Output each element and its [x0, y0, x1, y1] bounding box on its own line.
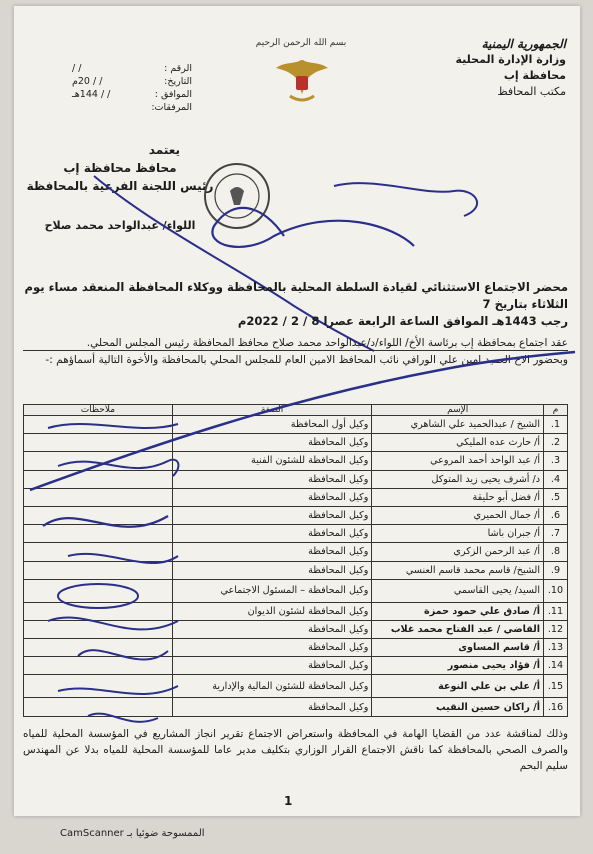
table-row — [24, 561, 568, 579]
attendee-name: أ/ عبد الرحمن الزكري — [372, 543, 544, 561]
attendee-name: أ/ صادق علي حمود حمزة — [372, 602, 544, 620]
attendee-role: وكيل المحافظة — [172, 488, 372, 506]
attendee-name: أ/ حارث عده المليكي — [372, 434, 544, 452]
table-row — [24, 506, 568, 524]
attendee-name: أ/ فضل أبو حليقة — [372, 488, 544, 506]
official-stamp-icon — [202, 161, 272, 231]
table-row — [24, 434, 568, 452]
table-row — [24, 602, 568, 620]
attendee-signature-cell — [24, 639, 173, 657]
attendee-name: أ/ علي بن علي النوعة — [372, 675, 544, 698]
attendee-role: وكيل المحافظة — [172, 639, 372, 657]
attendee-signature-cell — [24, 488, 173, 506]
date-value: / / 20م — [72, 76, 103, 87]
ref-value: / / — [72, 63, 82, 74]
page-number: 1 — [284, 794, 293, 808]
table-row — [24, 452, 568, 470]
attendee-name: أ/ قاسم المساوى — [372, 639, 544, 657]
yemen-eagle-emblem-icon — [272, 54, 332, 106]
table-row — [24, 675, 568, 698]
attendee-role: وكيل المحافظة لشئون الديوان — [172, 602, 372, 620]
intro-paragraph-1: عقد اجتماع بمحافظة إب برئاسة الأخ/ اللواء/د/عبدالواحد محمد صلاح محافظ المحافظة رئيس المجلس المحلي. — [23, 336, 568, 351]
office-name: مكتب المحافظ — [497, 85, 566, 98]
attendee-name: القاضي / عبد الفتاح محمد غلاب — [372, 620, 544, 638]
table-row — [24, 488, 568, 506]
row-number: 5. — [544, 488, 568, 506]
attendee-role: وكيل المحافظة — [172, 434, 372, 452]
attendee-role: وكيل المحافظة — [172, 506, 372, 524]
row-number: 3. — [544, 452, 568, 470]
governorate-name: محافظة إب — [503, 69, 566, 82]
attendee-signature-cell — [24, 543, 173, 561]
attendee-signature-cell — [24, 602, 173, 620]
approval-block — [20, 141, 220, 235]
row-number: 2. — [544, 434, 568, 452]
table-row — [24, 620, 568, 638]
attendee-signature-cell — [24, 579, 173, 602]
row-number: 13. — [544, 639, 568, 657]
attendee-name: أ/ عبد الواحد أحمد المروعي — [372, 452, 544, 470]
table-row — [24, 416, 568, 434]
approver-committee: رئيس اللجنة الفرعية بالمحافظة — [26, 179, 214, 193]
attendee-signature-cell — [24, 657, 173, 675]
attendee-role: وكيل المحافظة — [172, 470, 372, 488]
header-notes: ملاحظات — [24, 405, 173, 416]
attendee-role: وكيل المحافظة للشئون المالية والإدارية — [172, 675, 372, 698]
hijri-value: / / 144هـ — [72, 89, 111, 100]
row-number: 8. — [544, 543, 568, 561]
intro-text — [23, 336, 568, 369]
row-number: 12. — [544, 620, 568, 638]
intro-paragraph-2: وبحضور الاخ العميد امين علي الورافي نائب المحافظ الامين العام للمجلس المحلي بالمحافظة والأخوة التالية أسماؤهم :- — [45, 354, 568, 366]
table-header-row — [24, 405, 568, 416]
minutes-title — [23, 279, 568, 330]
hijri-label: الموافق : — [154, 89, 192, 100]
letterhead-left — [72, 62, 192, 114]
attendee-signature-cell — [24, 620, 173, 638]
row-number: 1. — [544, 416, 568, 434]
attendee-signature-cell — [24, 525, 173, 543]
attendee-name: أ/ فؤاد يحيى منصور — [372, 657, 544, 675]
approval-heading: يعتمد — [148, 143, 180, 157]
attendee-role: وكيل المحافظة للشئون الفنية — [172, 452, 372, 470]
attendee-name: الشيخ/ قاسم محمد قاسم العنسي — [372, 561, 544, 579]
ministry-name: وزارة الإدارة المحلية — [455, 53, 566, 66]
attendee-name: أ/ راكان حسين النقيب — [372, 698, 544, 716]
attendee-name: الشيخ / عبدالحميد علي الشاهري — [372, 416, 544, 434]
attendee-role: وكيل المحافظة — [172, 543, 372, 561]
table-row — [24, 470, 568, 488]
attendee-name: أ/ جمال الحميري — [372, 506, 544, 524]
attendee-signature-cell — [24, 434, 173, 452]
attendee-role: وكيل المحافظة — [172, 561, 372, 579]
title-line-1: محضر الاجتماع الاستثنائي لقيادة السلطة المحلية بالمحافظة ووكلاء المحافظة المنعقد مساء يوم الثلاثاء بتاريخ 7 — [24, 280, 568, 311]
basmala: بسم الله الرحمن الرحيم — [255, 38, 347, 48]
row-number: 15. — [544, 675, 568, 698]
attachments-label: المرفقات: — [151, 102, 192, 113]
row-number: 6. — [544, 506, 568, 524]
republic-name: الجمهورية اليمنية — [481, 37, 566, 51]
ref-label: الرقم : — [164, 63, 192, 74]
table-row — [24, 639, 568, 657]
attendee-role: وكيل المحافظة — [172, 525, 372, 543]
row-number: 7. — [544, 525, 568, 543]
row-number: 16. — [544, 698, 568, 716]
attendee-signature-cell — [24, 452, 173, 470]
header-role: الصفة — [172, 405, 372, 416]
attendee-signature-cell — [24, 561, 173, 579]
attendee-name: أ/ جبران باشا — [372, 525, 544, 543]
row-number: 10. — [544, 579, 568, 602]
attendee-role: وكيل أول المحافظة — [172, 416, 372, 434]
table-row — [24, 579, 568, 602]
attendees-table — [23, 404, 568, 717]
approver-name: اللواء/ عبدالواحد محمد صلاح — [44, 219, 196, 232]
table-row — [24, 698, 568, 716]
closing-paragraph: وذلك لمناقشة عدد من القضايا الهامة في المحافظة واستعراض الاجتماع تقرير انجاز المشاريع في المؤسسة المحلية للمياه والصرف الصحي بالمحافظة كما ناقش الاجتماع القرار الوزاري بتكليف مدير عاما للمؤسسة المحلية للمياه بدلا عن المهندس سليم البحم — [23, 728, 568, 772]
document-page — [14, 6, 580, 816]
attendee-signature-cell — [24, 675, 173, 698]
approver-title: محافظ محافظة إب — [63, 161, 177, 175]
table-row — [24, 657, 568, 675]
header-num: م — [544, 405, 568, 416]
attendee-role: وكيل المحافظة — [172, 620, 372, 638]
attendee-signature-cell — [24, 506, 173, 524]
attendee-role: وكيل المحافظة — [172, 657, 372, 675]
scanner-watermark: الممسوحة ضوئيا بـ CamScanner — [60, 828, 205, 839]
row-number: 4. — [544, 470, 568, 488]
attendee-signature-cell — [24, 416, 173, 434]
attendee-signature-cell — [24, 698, 173, 716]
title-line-2: رجب 1443هـ الموافق الساعة الرابعة عصرا 8 / 2 / 2022م — [237, 314, 568, 328]
attendee-signature-cell — [24, 470, 173, 488]
header-name: الإسم — [372, 405, 544, 416]
attendee-role: وكيل المحافظة — [172, 698, 372, 716]
letterhead-right — [416, 36, 566, 100]
attendee-name: د/ أشرف يحيى زيد المتوكل — [372, 470, 544, 488]
attendee-name: السيد/ يحيى القاسمي — [372, 579, 544, 602]
row-number: 9. — [544, 561, 568, 579]
date-label: التاريخ: — [164, 76, 192, 87]
row-number: 14. — [544, 657, 568, 675]
table-row — [24, 543, 568, 561]
row-number: 11. — [544, 602, 568, 620]
attendee-role: وكيل المحافظة – المسئول الاجتماعي — [172, 579, 372, 602]
table-row — [24, 525, 568, 543]
